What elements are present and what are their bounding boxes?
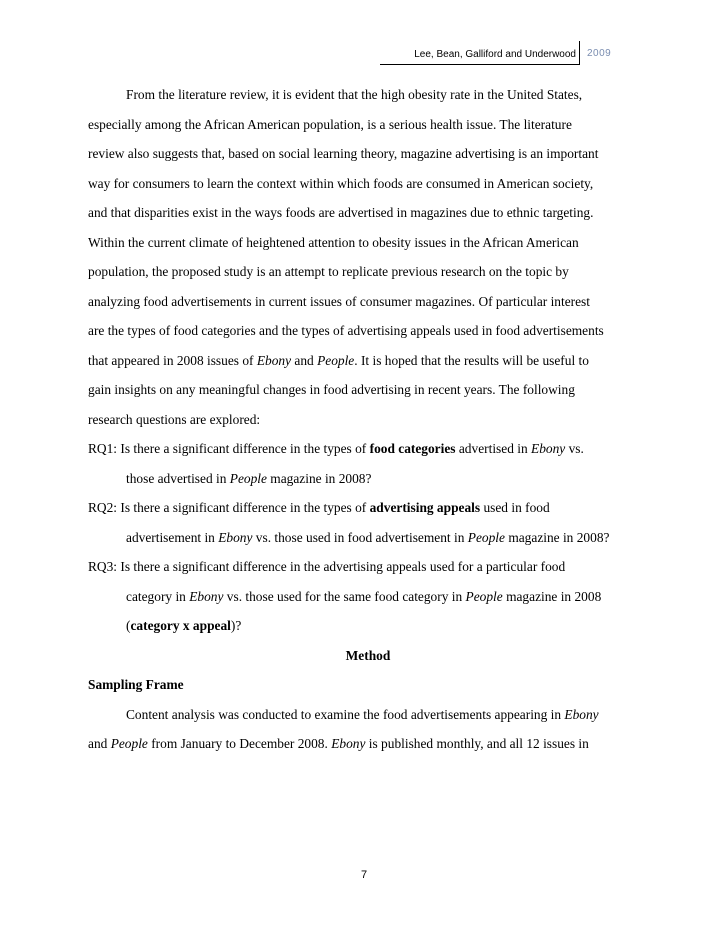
page-number: 7 (360, 869, 368, 881)
research-question-rq2: RQ2: Is there a significant difference in the types of advertising appeals used in food (88, 500, 550, 515)
subsection-heading-sampling-frame: Sampling Frame (88, 677, 184, 692)
paragraph-line: and that disparities exist in the ways foods are advertised in magazines due to ethnic targeting. (88, 205, 594, 220)
research-question-rq1-cont: those advertised in People magazine in 2008? (126, 470, 372, 486)
section-heading-method: Method (345, 647, 391, 663)
running-header (380, 41, 640, 65)
research-question-rq2-cont: advertisement in Ebony vs. those used in food advertisement in People magazine in 2008? (126, 529, 610, 545)
research-question-rq1: RQ1: Is there a significant difference in the types of food categories advertised in Ebony vs. (88, 441, 584, 456)
paragraph-line: review also suggests that, based on social learning theory, magazine advertising is an important (88, 146, 599, 161)
header-divider (579, 41, 580, 65)
paragraph-line: From the literature review, it is evident that the high obesity rate in the United States, (126, 87, 583, 102)
paragraph-line: analyzing food advertisements in current issues of consumer magazines. Of particular interest (88, 293, 590, 309)
body-text (88, 84, 648, 763)
paragraph-line: way for consumers to learn the context within which foods are consumed in American society, (88, 175, 594, 191)
header-year: 2009 (587, 48, 612, 59)
paragraph-line: especially among the African American population, is a serious health issue. The literature (88, 116, 572, 132)
paragraph-line: research questions are explored: (88, 411, 261, 427)
research-question-rq3-cont: category in Ebony vs. those used for the same food category in People magazine in 2008 (126, 588, 602, 604)
paragraph-line: and People from January to December 2008. Ebony is published monthly, and all 12 issues in (88, 736, 589, 751)
research-question-rq3-cont: (category x appeal)? (126, 618, 242, 633)
header-authors: Lee, Bean, Galliford and Underwood (414, 49, 576, 60)
research-question-rq3: RQ3: Is there a significant difference in the advertising appeals used for a particular food (88, 559, 566, 574)
paragraph-line: gain insights on any meaningful changes in food advertising in recent years. The following (88, 382, 575, 397)
paragraph-line: Content analysis was conducted to examine the food advertisements appearing in Ebony (126, 706, 599, 722)
paragraph-line: that appeared in 2008 issues of Ebony and People. It is hoped that the results will be useful to (88, 352, 589, 368)
paragraph-line: population, the proposed study is an attempt to replicate previous research on the topic by (88, 264, 569, 279)
paragraph-line: Within the current climate of heightened attention to obesity issues in the African American (88, 234, 579, 250)
header-underline (380, 64, 580, 65)
paragraph-line: are the types of food categories and the types of advertising appeals used in food advertisements (88, 323, 604, 338)
